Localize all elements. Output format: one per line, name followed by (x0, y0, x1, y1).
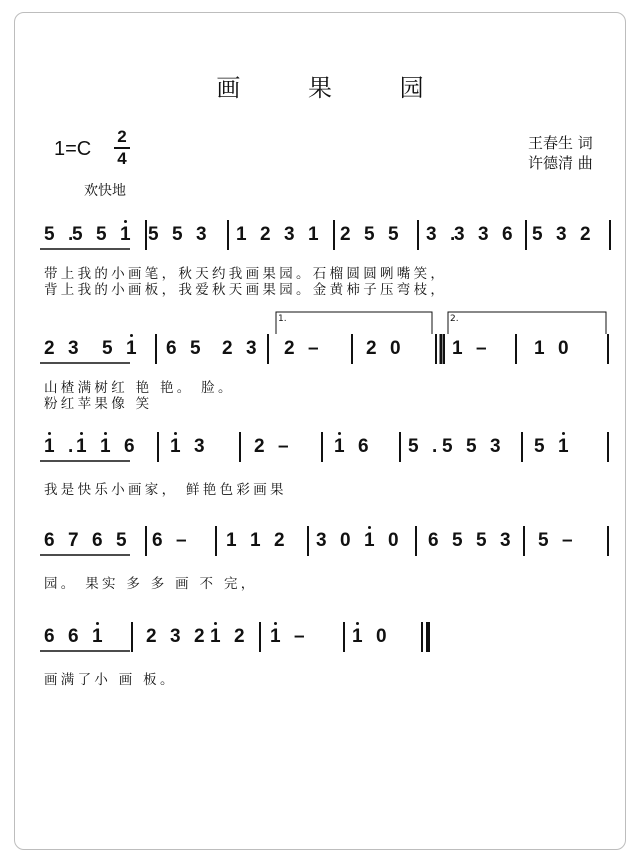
note-glyph: 6 (428, 530, 439, 551)
note-glyph: 5 (532, 224, 543, 245)
volta-1-label: 1. (278, 314, 287, 324)
note-glyph: 5 (102, 338, 113, 359)
time-signature (114, 128, 130, 168)
note-glyph: 1 (364, 530, 375, 552)
note-glyph: – (308, 338, 319, 359)
note-glyph: 3 (194, 436, 205, 457)
note-glyph: . (68, 224, 74, 245)
note-glyph: 1 (534, 338, 545, 359)
note-glyph: 2 (146, 626, 157, 647)
note-glyph: 6 (44, 530, 55, 551)
note-glyph: 5 (452, 530, 463, 551)
note-glyph: 1 (308, 224, 319, 245)
note-glyph: 6 (92, 530, 103, 551)
note-glyph: 1 (352, 626, 363, 648)
note-glyph: 3 (478, 224, 489, 245)
note-glyph: 3 (454, 224, 465, 245)
note-glyph: 0 (558, 338, 569, 359)
note-glyph: 1 (126, 338, 137, 360)
note-glyph: 1 (250, 530, 261, 551)
lyric-line-4: 园。 果实 多 多 画 不 完， (44, 576, 258, 592)
note-glyph: . (432, 436, 438, 457)
note-glyph: 3 (284, 224, 295, 245)
note-glyph: 5 (44, 224, 55, 245)
song-title: 画 果 园 (216, 74, 454, 102)
note-glyph: 1 (76, 436, 87, 458)
note-glyph: 1 (452, 338, 463, 359)
note-glyph: 2 (44, 338, 55, 359)
key-signature: 1=C (54, 138, 92, 160)
note-glyph: 5 (538, 530, 549, 551)
note-glyph: 1 (270, 626, 281, 648)
note-glyph: 5 (190, 338, 201, 359)
note-glyph: 3 (170, 626, 181, 647)
note-glyph: 1 (120, 224, 131, 246)
note-glyph: 1 (334, 436, 345, 458)
note-glyph: 3 (490, 436, 501, 457)
note-glyph: 6 (44, 626, 55, 647)
note-glyph: – (176, 530, 187, 551)
tempo-marking: 欢快地 (84, 183, 126, 199)
note-glyph: 1 (44, 436, 55, 458)
note-glyph: 1 (236, 224, 247, 245)
note-glyph: 5 (466, 436, 477, 457)
lyric-line-5: 画满了小 画 板。 (44, 672, 177, 688)
note-glyph: 5 (116, 530, 127, 551)
composer-credit: 许德清 曲 (528, 154, 593, 172)
note-glyph: 2 (254, 436, 265, 457)
note-glyph: 6 (68, 626, 79, 647)
note-glyph: 0 (390, 338, 401, 359)
note-glyph: 6 (152, 530, 163, 551)
note-glyph: 5 (442, 436, 453, 457)
note-glyph: 0 (376, 626, 387, 647)
time-signature-bottom: 4 (117, 149, 127, 168)
note-glyph: 3 (196, 224, 207, 245)
note-glyph: 5 (408, 436, 419, 457)
bar-lines-5 (0, 626, 640, 666)
note-glyph: 1 (170, 436, 181, 458)
bar-lines-3 (0, 436, 640, 476)
note-glyph: 1 (210, 626, 221, 648)
note-glyph: – (278, 436, 289, 457)
note-glyph: – (294, 626, 305, 647)
note-glyph: 5 (388, 224, 399, 245)
note-glyph: 2 (222, 338, 233, 359)
note-glyph: 6 (358, 436, 369, 457)
note-glyph: 5 (148, 224, 159, 245)
lyric-line-2a: 山楂满树红 艳 艳。 脸。 (44, 380, 235, 396)
lyricist-credit: 王春生 词 (528, 134, 593, 152)
lyric-line-3: 我是快乐小画家， 鲜艳色彩画果 (44, 482, 287, 498)
note-glyph: 3 (68, 338, 79, 359)
note-glyph: 2 (260, 224, 271, 245)
note-glyph: 1 (100, 436, 111, 458)
time-signature-top: 2 (117, 127, 127, 146)
note-glyph: 3 (556, 224, 567, 245)
note-glyph: 5 (72, 224, 83, 245)
note-glyph: 5 (96, 224, 107, 245)
lyric-line-1b: 背上我的小画板，我爱秋天画果园。金黄柿子压弯枝， (44, 282, 448, 298)
note-glyph: 0 (340, 530, 351, 551)
note-glyph: 2 (340, 224, 351, 245)
note-glyph: 0 (388, 530, 399, 551)
note-glyph: 5 (172, 224, 183, 245)
bar-lines-4 (0, 530, 640, 570)
note-glyph: 2 (274, 530, 285, 551)
note-glyph: 2 (284, 338, 295, 359)
note-glyph: 3 (316, 530, 327, 551)
volta-2-label: 2. (450, 314, 459, 324)
note-glyph: 7 (68, 530, 79, 551)
note-glyph: 2 (366, 338, 377, 359)
bar-lines-2 (0, 338, 640, 378)
note-glyph: 2 (194, 626, 205, 647)
note-glyph: – (562, 530, 573, 551)
note-glyph: 5 (534, 436, 545, 457)
note-glyph: 1 (92, 626, 103, 648)
note-glyph: – (476, 338, 487, 359)
note-glyph: 3 (246, 338, 257, 359)
note-glyph: 6 (124, 436, 135, 457)
note-glyph: 1 (558, 436, 569, 458)
note-glyph: 3 (500, 530, 511, 551)
lyric-line-1a: 带上我的小画笔，秋天约我画果园。石榴圆圆咧嘴笑， (44, 266, 448, 282)
note-glyph: 5 (364, 224, 375, 245)
note-glyph: 3 (426, 224, 437, 245)
note-glyph: 2 (580, 224, 591, 245)
note-glyph: . (68, 436, 74, 457)
bar-lines-1 (0, 224, 640, 264)
note-glyph: 2 (234, 626, 245, 647)
note-glyph: . (450, 224, 456, 245)
lyric-line-2b: 粉红苹果像 笑 (44, 396, 153, 412)
note-glyph: 6 (502, 224, 513, 245)
note-glyph: 6 (166, 338, 177, 359)
note-glyph: 1 (226, 530, 237, 551)
note-glyph: 5 (476, 530, 487, 551)
